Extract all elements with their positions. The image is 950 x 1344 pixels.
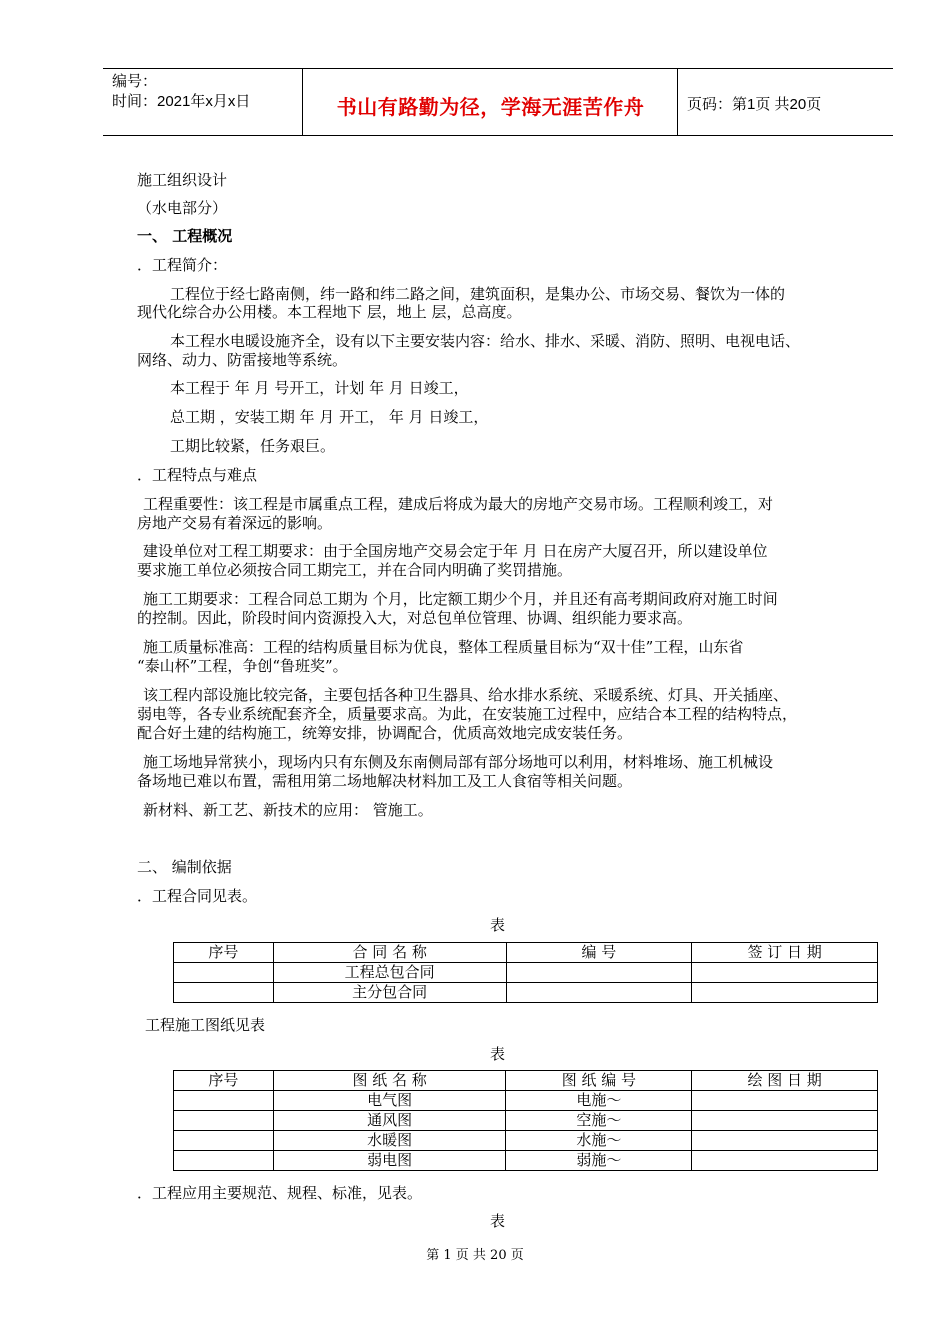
table-cell: 工程总包合同 <box>273 963 506 983</box>
table-cell: 空施～ <box>506 1111 692 1131</box>
table-header-cell: 合 同 名 称 <box>273 943 506 963</box>
table-cell <box>174 1111 274 1131</box>
table-cell: 电气图 <box>273 1091 506 1111</box>
paragraph-line: 工程位于经七路南侧，纬一路和纬二路之间，建筑面积，是集办公、市场交易、餐饮为一体的 <box>170 285 786 303</box>
table-row <box>174 1111 878 1131</box>
paragraph-line: 新材料、新工艺、新技术的应用： 管施工。 <box>143 801 433 819</box>
table-header-cell: 绘 图 日 期 <box>692 1071 878 1091</box>
paragraph-line: 施工场地异常狭小，现场内只有东侧及东南侧局部有部分场地可以利用，材料堆场、施工机械设 <box>143 753 774 771</box>
drawings-table <box>173 1070 878 1171</box>
doc-subtitle: （水电部分） <box>137 199 228 217</box>
table-cell: 弱施～ <box>506 1151 692 1171</box>
paragraph-line: 本工程水电暖设施齐全，设有以下主要安装内容：给水、排水、采暖、消防、照明、电视电话、 <box>170 332 801 350</box>
paragraph-line: 施工工期要求：工程合同总工期为 个月，比定额工期少个月，并且还有高考期间政府对施工时间 <box>143 590 778 608</box>
page-number-label: 页码：第1页 共20页 <box>687 96 822 113</box>
subheading-project-intro: ．工程简介： <box>137 256 228 274</box>
table-header-cell: 编 号 <box>506 943 692 963</box>
table-cell <box>692 1111 878 1131</box>
paragraph-line: “泰山杯”工程，争创“鲁班奖”。 <box>137 657 348 675</box>
section-heading-basis: 二、 编制依据 <box>137 858 232 876</box>
table-caption: 表 <box>490 1045 506 1063</box>
paragraph-line: 网络、动力、防雷接地等系统。 <box>137 351 348 369</box>
header-meta-cell <box>103 69 303 135</box>
time-label: 时间：2021年x月x日 <box>112 93 251 110</box>
table-row <box>174 983 878 1003</box>
table-cell <box>692 1091 878 1111</box>
contracts-table <box>173 942 878 1003</box>
paragraph-line: 弱电等，各专业系统配套齐全，质量要求高。为此，在安装施工过程中，应结合本工程的结构特点， <box>137 705 798 723</box>
table-cell: 主分包合同 <box>273 983 506 1003</box>
paragraph-line: 建设单位对工程工期要求：由于全国房地产交易会定于年 月 日在房产大厦召开，所以建设单位 <box>143 542 768 560</box>
subheading-drawings: 工程施工图纸见表 <box>145 1016 266 1034</box>
header-motto-cell <box>303 69 678 135</box>
paragraph-line: 备场地已难以布置，需租用第二场地解决材料加工及工人食宿等相关问题。 <box>137 772 633 790</box>
table-header-cell: 图 纸 编 号 <box>506 1071 692 1091</box>
table-row <box>174 1091 878 1111</box>
table-header-row <box>174 1071 878 1091</box>
header-page-cell <box>678 69 893 135</box>
table-cell <box>174 963 274 983</box>
table-cell <box>692 963 878 983</box>
table-cell: 弱电图 <box>273 1151 506 1171</box>
page-header <box>103 68 893 136</box>
table-cell <box>692 1151 878 1171</box>
table-cell <box>174 1131 274 1151</box>
table-header-cell: 序号 <box>174 943 274 963</box>
table-caption: 表 <box>490 916 506 934</box>
page-footer: 第 1 页 共 20 页 <box>426 1248 524 1263</box>
table-cell: 电施～ <box>506 1091 692 1111</box>
paragraph-line: 配合好土建的结构施工，统筹安排，协调配合，优质高效地完成安装任务。 <box>137 724 633 742</box>
table-header-cell: 签 订 日 期 <box>692 943 878 963</box>
subheading-features: ．工程特点与难点 <box>137 466 258 484</box>
paragraph-line: 的控制。因此，阶段时间内资源投入大，对总包单位管理、协调、组织能力要求高。 <box>137 609 693 627</box>
table-cell: 通风图 <box>273 1111 506 1131</box>
doc-title: 施工组织设计 <box>137 171 228 189</box>
table-cell: 水暖图 <box>273 1131 506 1151</box>
paragraph-line: 要求施工单位必须按合同工期完工，并在合同内明确了奖罚措施。 <box>137 561 573 579</box>
table-row <box>174 963 878 983</box>
table-cell <box>506 983 692 1003</box>
paragraph-line: 施工质量标准高：工程的结构质量目标为优良，整体工程质量目标为“双十佳”工程，山东省 <box>143 638 744 656</box>
paragraph-line: 现代化综合办公用楼。本工程地下 层，地上 层，总高度。 <box>137 303 522 321</box>
paragraph-line: 本工程于 年 月 号开工，计划 年 月 日竣工， <box>170 379 469 397</box>
paragraph-line: 工程重要性：该工程是市属重点工程，建成后将成为最大的房地产交易市场。工程顺利竣工，对 <box>143 495 774 513</box>
paragraph-line: 该工程内部设施比较完备，主要包括各种卫生器具、给水排水系统、采暖系统、灯具、开关插座、 <box>143 686 789 704</box>
paragraph-line: 房地产交易有着深远的影响。 <box>137 514 333 532</box>
table-row <box>174 1151 878 1171</box>
subheading-standards: ．工程应用主要规范、规程、标准，见表。 <box>137 1184 423 1202</box>
subheading-contracts: ．工程合同见表。 <box>137 887 258 905</box>
motto-text: 书山有路勤为径，学海无涯苦作舟 <box>336 95 645 119</box>
serial-number-label: 编号： <box>112 73 158 90</box>
table-cell <box>692 1131 878 1151</box>
table-header-cell: 图 纸 名 称 <box>273 1071 506 1091</box>
paragraph-line: 工期比较紧，任务艰巨。 <box>170 437 336 455</box>
table-cell <box>174 983 274 1003</box>
table-cell <box>174 1091 274 1111</box>
table-cell <box>506 963 692 983</box>
table-cell: 水施～ <box>506 1131 692 1151</box>
section-heading-overview: 一、 工程概况 <box>137 227 233 245</box>
table-cell <box>174 1151 274 1171</box>
table-caption: 表 <box>490 1212 506 1230</box>
paragraph-line: 总工期 ，安装工期 年 月 开工， 年 月 日竣工， <box>170 408 489 426</box>
table-row <box>174 1131 878 1151</box>
table-cell <box>692 983 878 1003</box>
table-header-row <box>174 943 878 963</box>
table-header-cell: 序号 <box>174 1071 274 1091</box>
